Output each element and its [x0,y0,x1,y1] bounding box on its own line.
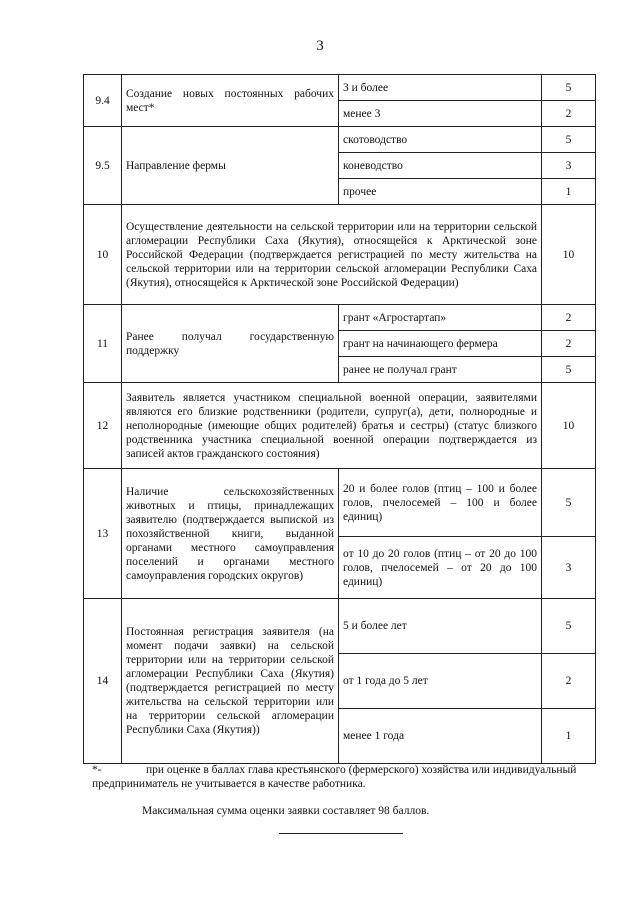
option-points: 1 [542,709,596,764]
option-label: менее 1 года [339,709,542,764]
criterion-number: 9.5 [84,127,122,205]
closing-rule [279,833,403,834]
criterion-description: Направление фермы [122,127,339,205]
option-points: 5 [542,469,596,537]
criterion-description: Ранее получал государственную поддержку [122,305,339,383]
option-points: 2 [542,305,596,331]
criterion-points: 10 [542,205,596,305]
option-label: 20 и более голов (птиц – 100 и более голов, пчелосемей – 100 и более единиц) [339,469,542,537]
option-points: 5 [542,75,596,101]
criterion-description: Постоянная регистрация заявителя (на момент подачи заявки) на сельской территории или на территории сельской агломерации Республики Саха (Якутия) (подтверждается регистрацией по месту жительства на сельской территории или на территории сельской агломерации Республики Саха (Якутия)) [122,599,339,764]
criteria-table [83,74,596,764]
option-points: 2 [542,331,596,357]
criterion-number: 11 [84,305,122,383]
option-label: прочее [339,179,542,205]
table-row [84,205,596,305]
option-points: 2 [542,101,596,127]
page-number: 3 [316,38,324,54]
option-label: менее 3 [339,101,542,127]
criterion-number: 10 [84,205,122,305]
criterion-number: 12 [84,383,122,469]
footnote-text: при оценке в баллах глава крестьянского (фермерского) хозяйства или индивидуальный предприниматель не учитывается в качестве работника. [92,764,577,790]
option-label: скотоводство [339,127,542,153]
option-label: от 1 года до 5 лет [339,654,542,709]
footnote-marker: *- [92,764,102,776]
criterion-description: Создание новых постоянных рабочих мест* [122,75,339,127]
criterion-points: 10 [542,383,596,469]
criterion-description: Заявитель является участником специальной военной операции, заявителями являются его близкие родственники (родители, супруг(а), дети, полнородные и неполнородные (имеющие общих родителей) братья и сестры) (статус близкого родственника участника специальной военной операции подтверждается из записей актов гражданского состояния) [122,383,542,469]
footnote [92,763,598,791]
criterion-number: 9.4 [84,75,122,127]
option-points: 2 [542,654,596,709]
option-points: 1 [542,179,596,205]
table-row [84,305,596,331]
option-label: от 10 до 20 голов (птиц – от 20 до 100 голов, пчелосемей – от 20 до 100 единиц) [339,537,542,599]
option-points: 5 [542,357,596,383]
table-row [84,599,596,654]
option-points: 3 [542,537,596,599]
criterion-description: Наличие сельскохозяйственных животных и птицы, принадлежащих заявителю (подтверждается выпиской из похозяйственной книги, выданной органами местного самоуправления поселений и органами местного самоуправления городских округов) [122,469,339,599]
option-label: коневодство [339,153,542,179]
max-score-summary: Максимальная сумма оценки заявки составляет 98 баллов. [142,805,430,817]
criterion-number: 13 [84,469,122,599]
criterion-number: 14 [84,599,122,764]
option-points: 5 [542,127,596,153]
option-label: 3 и более [339,75,542,101]
option-points: 5 [542,599,596,654]
criterion-description: Осуществление деятельности на сельской территории или на территории сельской агломерации Республики Саха (Якутия), относящейся к Арктической зоне Российской Федерации (подтверждается регистрацией по месту жительства на сельской территории или на территории сельской агломерации Республики Саха (Якутия), относящейся к Арктической зоне Российской Федерации) [122,205,542,305]
table-row [84,383,596,469]
option-label: грант на начинающего фермера [339,331,542,357]
option-label: ранее не получал грант [339,357,542,383]
table-row [84,127,596,153]
table-row [84,75,596,101]
option-label: 5 и более лет [339,599,542,654]
option-label: грант «Агростартап» [339,305,542,331]
table-row [84,469,596,537]
option-points: 3 [542,153,596,179]
